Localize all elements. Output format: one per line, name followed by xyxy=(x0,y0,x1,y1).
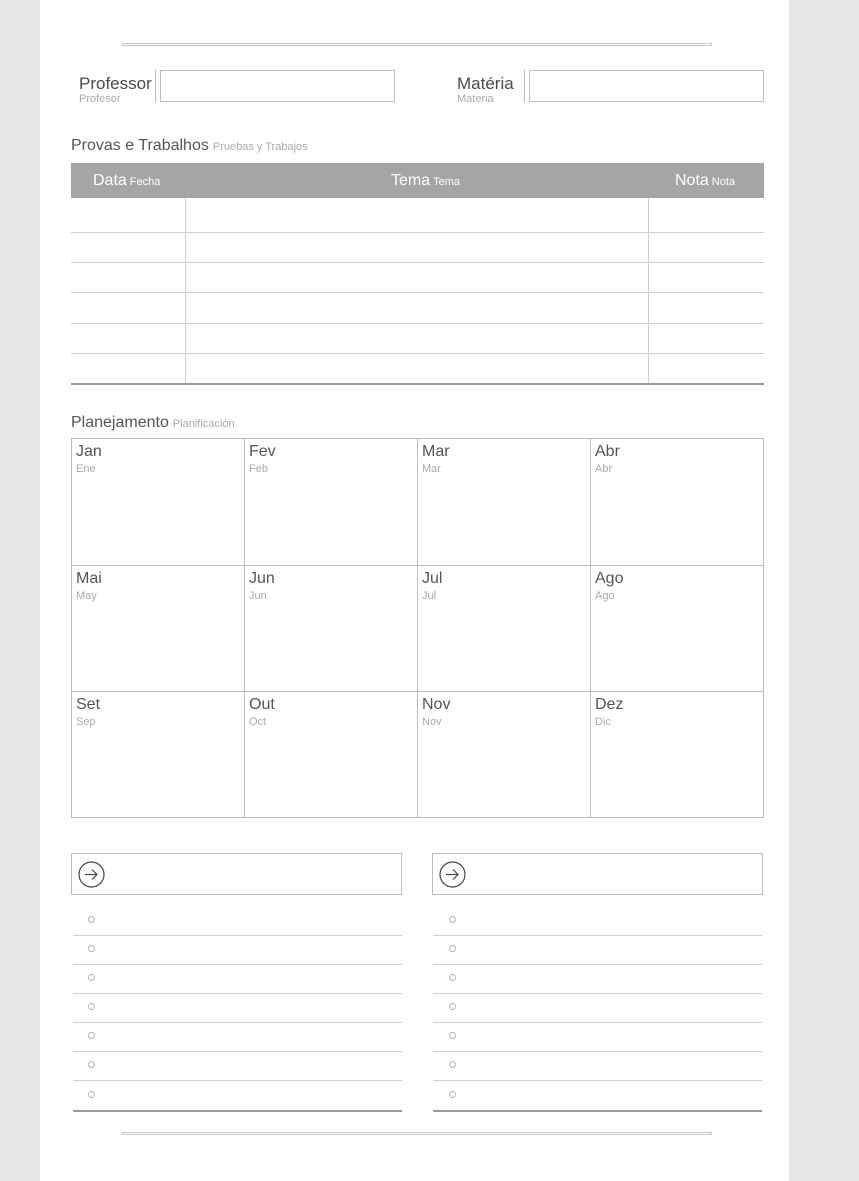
materia-label: Matéria xyxy=(457,74,514,93)
circle-bullet-icon xyxy=(449,1003,456,1010)
circle-bullet-icon xyxy=(449,1032,456,1039)
circle-bullet-icon xyxy=(88,1061,95,1068)
list-line[interactable] xyxy=(73,935,402,936)
month-cell-mar[interactable]: Mar Mar xyxy=(422,443,450,475)
month-cell-fev[interactable]: Fev Feb xyxy=(249,443,276,475)
professor-divider xyxy=(155,70,156,102)
planning-subtitle: Planificación xyxy=(172,418,235,430)
circle-bullet-icon xyxy=(88,974,95,981)
month-cell-mai[interactable]: Mai May xyxy=(76,570,102,602)
column-header-data: Data Fecha xyxy=(93,172,161,189)
list-line[interactable] xyxy=(433,1022,762,1023)
exams-title: Provas e Trabalhos xyxy=(71,137,209,154)
planning-grid xyxy=(71,438,764,818)
list-line[interactable] xyxy=(433,935,762,936)
professor-label-group xyxy=(79,75,152,105)
materia-label-group xyxy=(457,75,514,105)
list-line[interactable] xyxy=(73,1080,402,1081)
right-panel-header[interactable] xyxy=(432,853,763,895)
top-bar xyxy=(122,43,712,46)
professor-sub-label: Profesor xyxy=(79,93,121,105)
column-header-nota: Nota Nota xyxy=(675,172,736,189)
table-row[interactable] xyxy=(71,353,764,354)
table-row[interactable] xyxy=(71,232,764,233)
month-cell-abr[interactable]: Abr Abr xyxy=(595,443,620,475)
circle-bullet-icon xyxy=(449,945,456,952)
list-line[interactable] xyxy=(73,964,402,965)
month-cell-jan[interactable]: Jan Ene xyxy=(76,443,102,475)
column-header-tema: Tema Tema xyxy=(391,172,461,189)
materia-field[interactable] xyxy=(529,70,764,102)
arrow-right-circle-icon xyxy=(439,861,466,888)
bottom-bar xyxy=(122,1132,712,1135)
month-cell-jun[interactable]: Jun Jun xyxy=(249,570,275,602)
list-line[interactable] xyxy=(433,1080,762,1081)
circle-bullet-icon xyxy=(88,1003,95,1010)
month-cell-nov[interactable]: Nov Nov xyxy=(422,696,451,728)
list-line[interactable] xyxy=(73,1051,402,1052)
month-cell-set[interactable]: Set Sep xyxy=(76,696,101,728)
month-cell-ago[interactable]: Ago Ago xyxy=(595,570,624,602)
circle-bullet-icon xyxy=(88,945,95,952)
table-row[interactable] xyxy=(71,323,764,324)
professor-label: Professor xyxy=(79,74,152,93)
circle-bullet-icon xyxy=(449,974,456,981)
month-cell-dez[interactable]: Dez Dic xyxy=(595,696,624,728)
right-list-bottom-rule xyxy=(433,1110,762,1112)
list-line[interactable] xyxy=(73,1022,402,1023)
exams-section-title xyxy=(71,137,308,155)
month-cell-jul[interactable]: Jul Jul xyxy=(422,570,443,602)
circle-bullet-icon xyxy=(88,916,95,923)
list-line[interactable] xyxy=(433,1051,762,1052)
left-panel-header[interactable] xyxy=(71,853,402,895)
exams-subtitle: Pruebas y Trabajos xyxy=(212,141,308,153)
circle-bullet-icon xyxy=(449,1061,456,1068)
professor-field[interactable] xyxy=(160,70,395,102)
list-line[interactable] xyxy=(433,964,762,965)
circle-bullet-icon xyxy=(88,1032,95,1039)
arrow-right-circle-icon xyxy=(78,861,105,888)
planner-sheet xyxy=(40,0,789,1181)
list-line[interactable] xyxy=(433,993,762,994)
table-row[interactable] xyxy=(71,292,764,293)
left-list-bottom-rule xyxy=(73,1110,402,1112)
materia-divider xyxy=(524,70,525,102)
exams-table-bottom-rule xyxy=(71,383,764,385)
month-cell-out[interactable]: Out Oct xyxy=(249,696,275,728)
circle-bullet-icon xyxy=(449,1091,456,1098)
planning-section-title xyxy=(71,414,235,432)
planning-title: Planejamento xyxy=(71,414,169,431)
circle-bullet-icon xyxy=(88,1091,95,1098)
circle-bullet-icon xyxy=(449,916,456,923)
exams-table-header xyxy=(71,163,764,198)
materia-sub-label: Materia xyxy=(457,93,494,105)
table-row[interactable] xyxy=(71,262,764,263)
list-line[interactable] xyxy=(73,993,402,994)
